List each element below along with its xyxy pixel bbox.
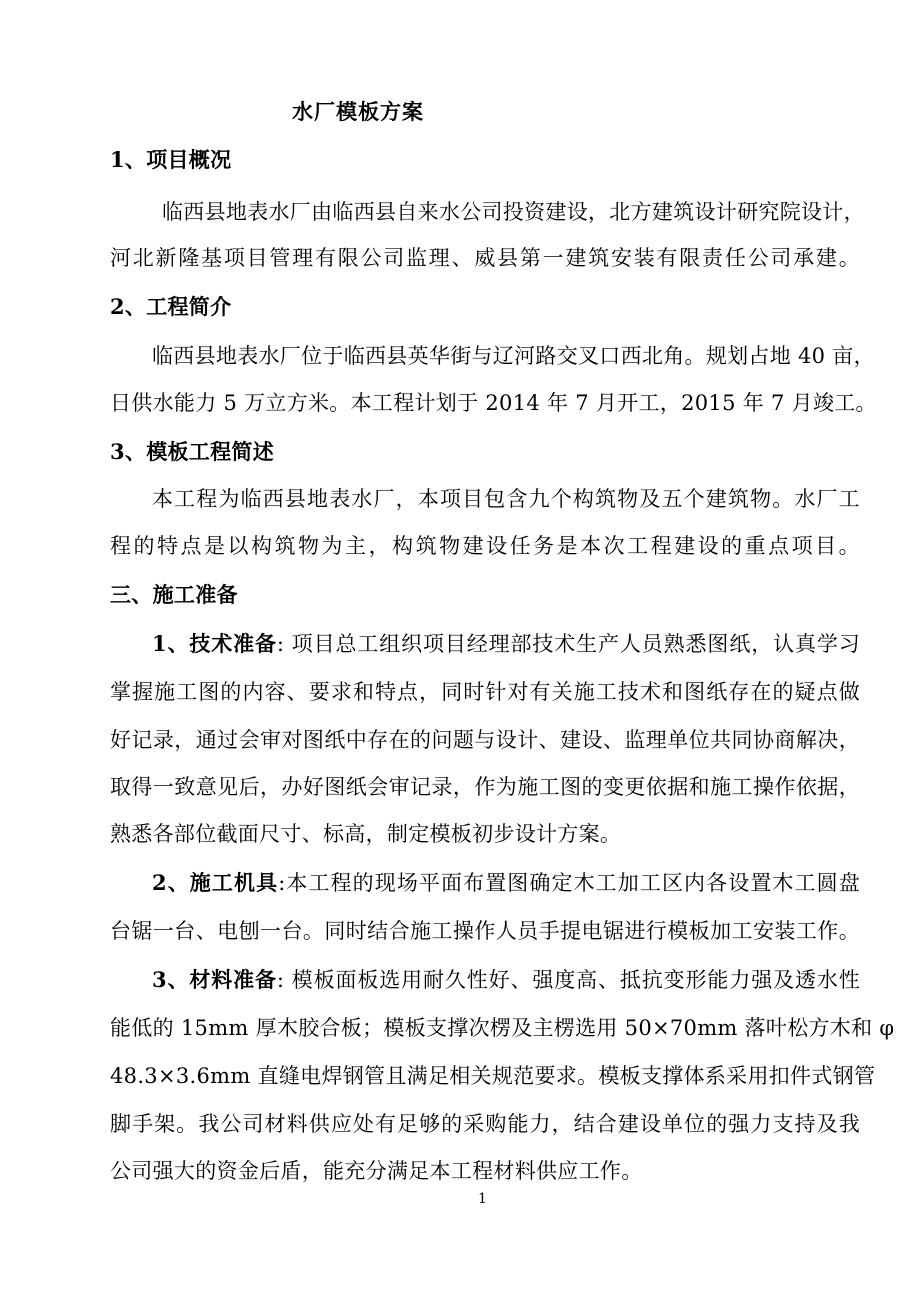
- tech-prep-line-1: [152, 630, 860, 658]
- materials-line-4: 脚手架。我公司材料供应处有足够的采购能力，结合建设单位的强力支持及我: [110, 1112, 860, 1136]
- tools-text: :本工程的现场平面布置图确定木工加工区内各设置木工圆盘: [278, 871, 860, 895]
- materials-line-1: [152, 966, 860, 994]
- materials-line-2: 能低的 15mm 厚木胶合板；模板支撑次楞及主楞选用 50×70mm 落叶松方木和 φ: [110, 1016, 895, 1040]
- section-3-heading: 3、模板工程简述: [110, 439, 275, 464]
- section-3-line-2: 程的特点是以构筑物为主，构筑物建设任务是本次工程建设的重点项目。: [110, 534, 860, 558]
- page-number: 1: [478, 1191, 487, 1207]
- section-2-line-2: 日供水能力 5 万立方米。本工程计划于 2014 年 7 月开工，2015 年 7 月竣工。: [110, 391, 877, 415]
- section-1-line-1: 临西县地表水厂由临西县自来水公司投资建设，北方建筑设计研究院设计，: [162, 200, 865, 224]
- materials-line-3: 48.3×3.6mm 直缝电焊钢管且满足相关规范要求。模板支撑体系采用扣件式钢管: [110, 1064, 876, 1088]
- tools-line-2: 台锯一台、电刨一台。同时结合施工操作人员手提电锯进行模板加工安装工作。: [110, 919, 860, 943]
- tech-prep-line-3: 好记录，通过会审对图纸中存在的问题与设计、建设、监理单位共同协商解决，: [110, 728, 860, 752]
- tech-prep-label: 1、技术准备: [152, 631, 277, 656]
- materials-text: : 模板面板选用耐久性好、强度高、抵抗变形能力强及透水性: [276, 968, 860, 992]
- materials-line-5: 公司强大的资金后盾，能充分满足本工程材料供应工作。: [110, 1159, 643, 1183]
- section-1-heading: 1、项目概况: [110, 147, 232, 172]
- tools-line-1: [152, 869, 860, 897]
- section-2-line-1: 临西县地表水厂位于临西县英华街与辽河路交叉口西北角。规划占地 40 亩，: [152, 344, 875, 368]
- tools-label: 2、施工机具: [152, 870, 279, 895]
- tech-prep-line-4: 取得一致意见后，办好图纸会审记录，作为施工图的变更依据和施工操作依据，: [110, 775, 860, 799]
- section-preparation-heading: 三、施工准备: [110, 582, 238, 607]
- document-title: 水厂模板方案: [292, 99, 424, 124]
- section-2-heading: 2、工程简介: [110, 294, 232, 319]
- tech-prep-line-2: 掌握施工图的内容、要求和特点，同时针对有关施工技术和图纸存在的疑点做: [110, 680, 860, 704]
- section-1-line-2: 河北新隆基项目管理有限公司监理、威县第一建筑安装有限责任公司承建。: [110, 246, 860, 270]
- materials-label: 3、材料准备: [152, 967, 277, 992]
- section-3-line-1: 本工程为临西县地表水厂，本项目包含九个构筑物及五个建筑物。水厂工: [152, 487, 860, 511]
- tech-prep-line-5: 熟悉各部位截面尺寸、标高，制定模板初步设计方案。: [110, 822, 622, 846]
- tech-prep-text: : 项目总工组织项目经理部技术生产人员熟悉图纸，认真学习: [276, 632, 860, 656]
